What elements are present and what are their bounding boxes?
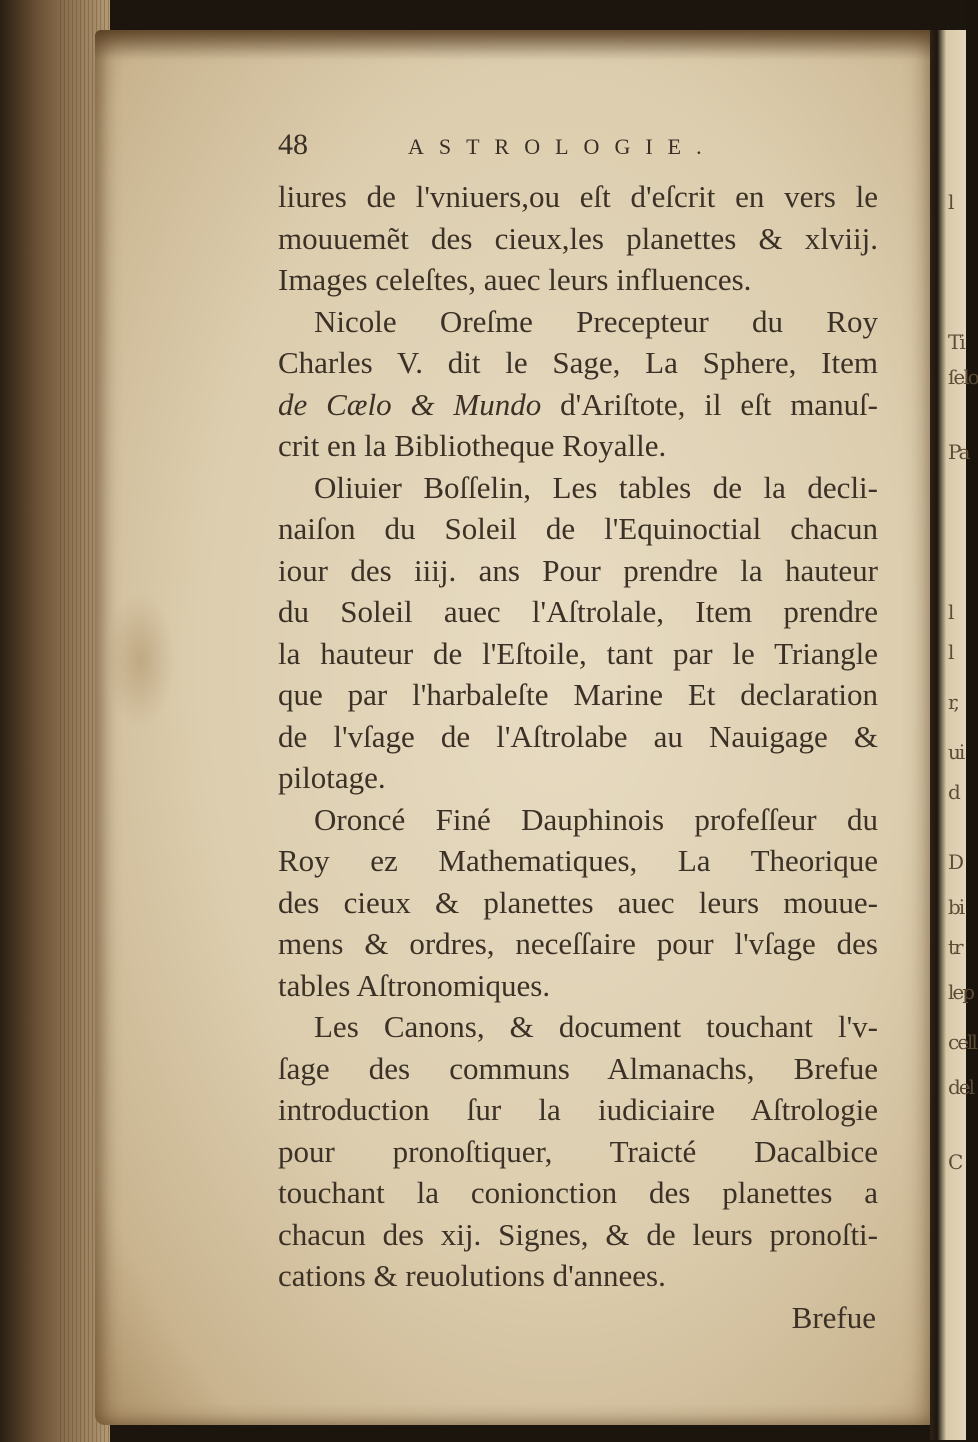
neighbor-page-fragment: lep [948, 980, 974, 1004]
text-line: pour pronoſtiquer, Traicté Dacalbice [278, 1133, 878, 1169]
text-line: iour des iiij. ans Pour prendre la hauteur [278, 552, 878, 588]
catchword: Brefue [791, 1299, 876, 1335]
text-line: ſage des communs Almanachs, Brefue [278, 1050, 878, 1086]
text-line: mens & ordres, neceſſaire pour l'vſage des [278, 926, 878, 961]
text-line: Nicole Oreſme Precepteur du Roy [314, 303, 878, 339]
page-stain [105, 590, 175, 730]
text-line: Images celeſtes, auec leurs influences. [278, 262, 752, 297]
neighbor-page-fragment: l [948, 190, 953, 214]
neighbor-page-fragment: d [948, 780, 959, 804]
text-line: du Soleil auec l'Aſtrolale, Item prendre [278, 594, 878, 629]
text-line: touchant la conionction des planettes a [278, 1175, 878, 1210]
italic-title: de Cælo & Mundo [278, 386, 542, 422]
text-line: Roy ez Mathematiques, La Theorique [278, 843, 878, 878]
text-line: cations & reuolutions d'annees. [278, 1258, 666, 1293]
text-line: la hauteur de l'Eſtoile, tant par le Triangle [278, 635, 878, 671]
neighbor-page-fragment: D [948, 850, 963, 874]
text-line: Oliuier Boſſelin, Les tables de la decli- [314, 469, 878, 505]
text-line: Les Canons, & document touchant l'v- [314, 1009, 878, 1044]
text-line: crit en la Bibliotheque Royalle. [278, 428, 667, 463]
neighbor-page-fragment: Pa [948, 440, 969, 464]
text-line: Oroncé Finé Dauphinois profeſſeur du [314, 801, 878, 837]
text-line: tables Aſtronomiques. [278, 967, 551, 1003]
text-line: de l'vſage de l'Aſtrolabe au Nauigage & [278, 718, 878, 754]
neighbor-page-fragment: bi [948, 895, 964, 919]
folio-number: 48 [278, 128, 308, 161]
text-line: pilotage. [278, 760, 386, 795]
text-line-italic [278, 384, 878, 426]
page-header [278, 128, 878, 176]
neighbor-page-fragment: C [948, 1150, 962, 1174]
text-line: introduction ſur la iudiciaire Aſtrologie [278, 1092, 878, 1127]
text-line: que par l'harbaleſte Marine Et declaration [278, 677, 878, 712]
neighbor-page-fragment: r, [948, 690, 958, 714]
text-line: Charles V. dit le Sage, La Sphere, Item [278, 345, 878, 380]
text-line: liures de l'vniuers,ou eſt d'eſcrit en vers le [278, 179, 878, 214]
book-gutter [930, 30, 969, 1440]
neighbor-page-fragment: cell [948, 1030, 976, 1054]
neighbor-page-fragment: ſelo [948, 365, 978, 389]
text-block [278, 128, 878, 1338]
neighbor-page-fragment: ui [948, 740, 964, 764]
neighbor-page-fragment: del [948, 1075, 974, 1099]
text-line: des cieux & planettes auec leurs mouue- [278, 884, 878, 920]
text-fragment: d'Ariſtote, il eſt manuſ- [560, 386, 879, 422]
neighbor-page-fragment: l [948, 640, 953, 664]
text-line: naiſon du Soleil de l'Equinoctial chacun [278, 511, 878, 546]
running-head: ASTROLOGIE. [408, 134, 717, 159]
neighbor-page-fragment: l [948, 600, 953, 624]
neighbor-page-fragment: tr [948, 935, 962, 959]
book-fore-edge [0, 0, 110, 1442]
text-line: chacun des xij. Signes, & de leurs pronoſti- [278, 1216, 878, 1252]
text-line: mouuemẽt des cieux,les planettes & xlviij. [278, 220, 878, 256]
neighbor-page-fragment: Ti [948, 330, 964, 354]
